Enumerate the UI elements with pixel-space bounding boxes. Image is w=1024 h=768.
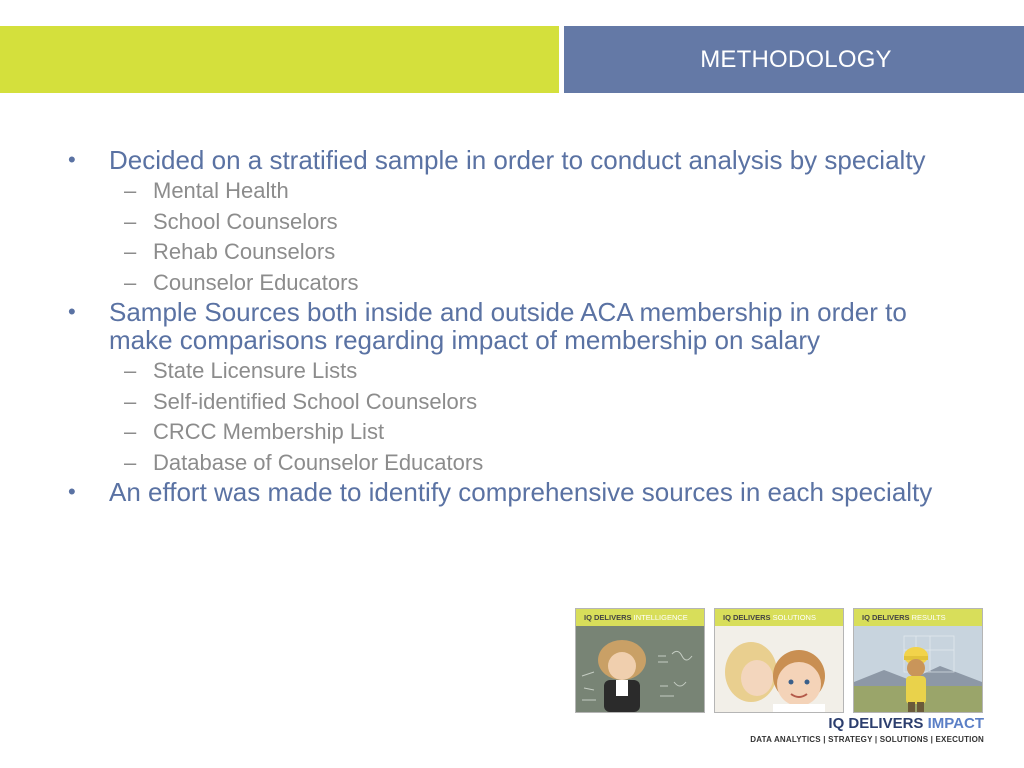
photo-caption-accent: SOLUTIONS (772, 613, 816, 622)
child-hardhat-image (854, 626, 982, 712)
sub-item-text: Self-identified School Counselors (153, 388, 478, 414)
sub-item-text: School Counselors (153, 208, 338, 234)
sub-item-text: Database of Counselor Educators (153, 449, 484, 475)
dash-icon: – (124, 178, 137, 203)
photo-caption-bold: IQ DELIVERS (584, 613, 632, 622)
bullet-text: Sample Sources both inside and outside ACA membership in order to make comparisons regarding impact of membership on salary (109, 297, 907, 355)
photo-caption-bold: IQ DELIVERS (723, 613, 771, 622)
photo-solutions (714, 608, 844, 713)
bullet-item (68, 298, 968, 354)
dash-icon: – (124, 419, 137, 444)
brand-title-main: IQ DELIVERS (828, 715, 924, 732)
bullet-icon: • (68, 479, 76, 504)
bullet-icon: • (68, 147, 76, 172)
brand-title (828, 715, 984, 732)
photo-caption (576, 609, 704, 626)
sub-item (68, 268, 968, 299)
dash-icon: – (124, 449, 137, 475)
slide-title: METHODOLOGY (700, 45, 892, 73)
photo-caption-accent: INTELLIGENCE (633, 613, 688, 622)
sub-item-text: CRCC Membership List (153, 419, 385, 444)
sub-item (68, 207, 968, 238)
header-title-bar (564, 26, 1024, 93)
bullet-list (68, 146, 968, 506)
dash-icon: – (124, 388, 137, 414)
photo-caption-accent: RESULTS (911, 613, 946, 622)
bullet-text: Decided on a stratified sample in order to conduct analysis by specialty (109, 145, 926, 175)
chalkboard-kid-image (576, 626, 704, 712)
header-accent-bar (0, 26, 559, 93)
dash-icon: – (124, 239, 137, 264)
bullet-text: An effort was made to identify comprehensive sources in each specialty (109, 477, 933, 507)
photo-caption (715, 609, 843, 626)
photo-results (853, 608, 983, 713)
dash-icon: – (124, 358, 137, 383)
sub-item (68, 417, 968, 448)
photo-intelligence (575, 608, 705, 713)
brand-title-accent: IMPACT (927, 715, 984, 732)
kids-whispering-image (715, 626, 843, 712)
bullet-icon: • (68, 299, 76, 324)
sub-item (68, 237, 968, 268)
brand-logo (716, 712, 984, 762)
sub-item-text: Rehab Counselors (153, 239, 336, 264)
sub-item (68, 448, 968, 479)
sub-item (68, 356, 968, 387)
bullet-item (68, 478, 968, 506)
sub-item-text: Counselor Educators (153, 269, 359, 295)
photo-caption-bold: IQ DELIVERS (862, 613, 910, 622)
dash-icon: – (124, 269, 137, 295)
photo-caption (854, 609, 982, 626)
sub-list (68, 356, 968, 478)
bullet-item (68, 146, 968, 174)
brand-tagline: DATA ANALYTICS | STRATEGY | SOLUTIONS | EXECUTION (750, 735, 984, 744)
sub-item-text: Mental Health (153, 178, 289, 203)
photo-strip (575, 608, 983, 713)
sub-item (68, 387, 968, 418)
sub-item-text: State Licensure Lists (153, 358, 358, 383)
dash-icon: – (124, 208, 137, 234)
sub-item (68, 176, 968, 207)
sub-list (68, 176, 968, 298)
